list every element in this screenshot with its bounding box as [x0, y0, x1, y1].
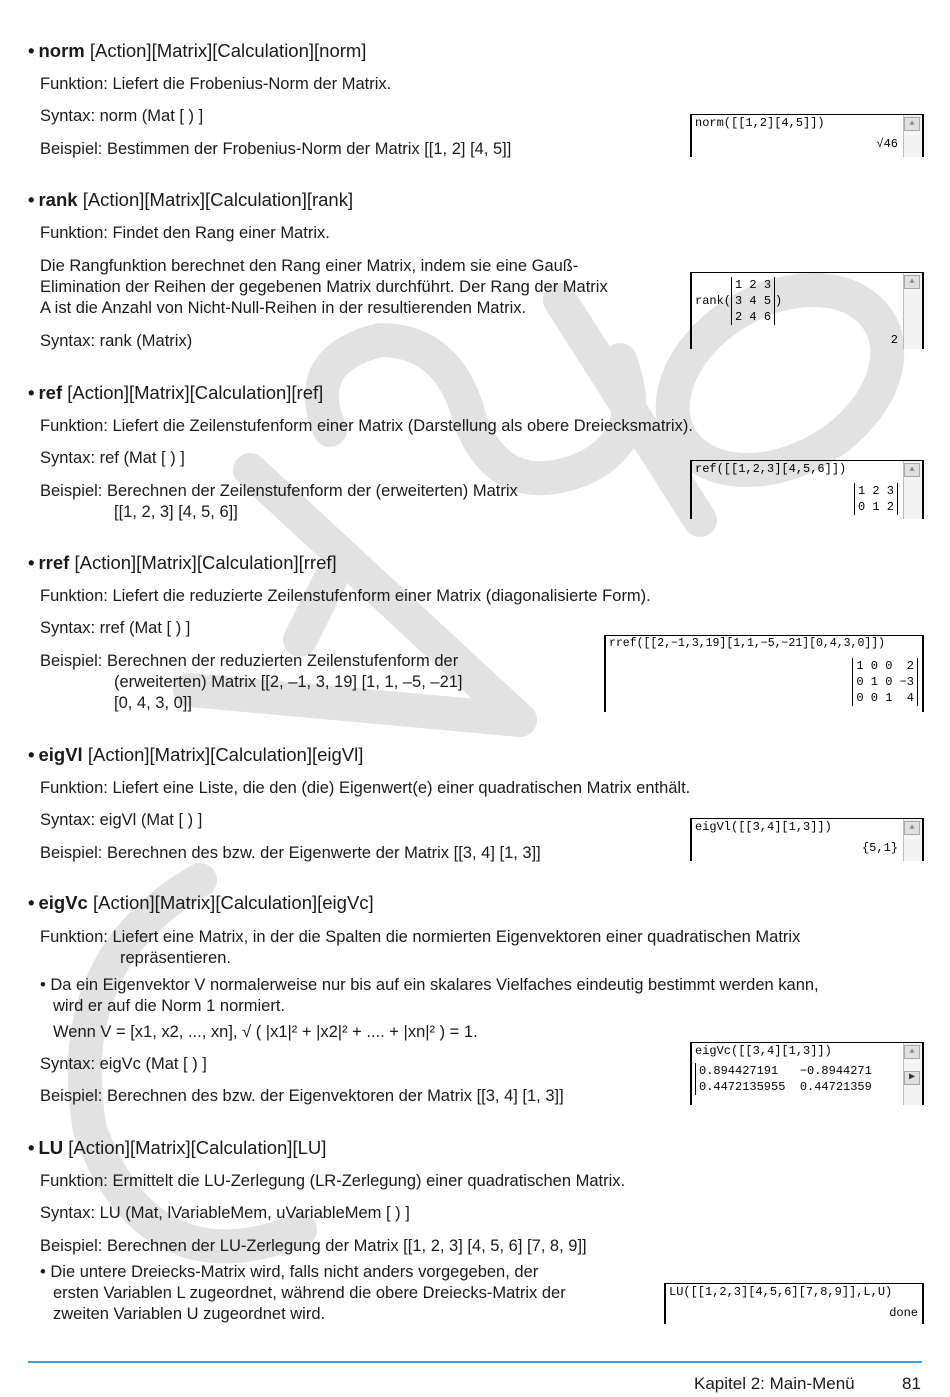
- command-name: rank: [38, 189, 78, 210]
- command-name: rref: [38, 552, 70, 573]
- syntax-text: Syntax: norm (Mat [ ) ]: [40, 107, 204, 125]
- calculator-screen-eigvc: [690, 1042, 924, 1105]
- beispiel-text-cont: [[1, 2, 3] [4, 5, 6]]: [114, 503, 238, 521]
- menu-path: [Action][Matrix][Calculation][ref]: [67, 382, 324, 403]
- screen-input: ref([[1,2,3][4,5,6]]): [695, 462, 847, 476]
- funktion-text: Funktion: Liefert die reduzierte Zeilenstufenform einer Matrix (diagonalisierte Form).: [40, 587, 651, 605]
- funktion-text-cont: repräsentieren.: [120, 949, 231, 967]
- section-heading-lu: • LU [Action][Matrix][Calculation][LU]: [28, 1137, 327, 1158]
- screen-matrix: 1 2 3 3 4 5 2 4 6: [731, 277, 775, 325]
- section-heading-norm: • norm [Action][Matrix][Calculation][norm]: [28, 40, 367, 61]
- beispiel-text-cont: [0, 4, 3, 0]]: [114, 694, 192, 712]
- screen-matrix: 1 0 0 2 0 1 0 −3 0 0 1 4: [852, 658, 918, 706]
- funktion-text: Funktion: Liefert eine Matrix, in der die Spalten die normierten Eigenvektoren einer quadratischen Matrix: [40, 928, 801, 946]
- bullet-text: • Die untere Dreiecks-Matrix wird, falls nicht anders vorgegeben, der: [40, 1263, 539, 1281]
- screen-output: done: [889, 1306, 918, 1320]
- scroll-up-icon[interactable]: ▲: [904, 463, 920, 477]
- funktion-text: Funktion: Liefert die Frobenius-Norm der Matrix.: [40, 75, 392, 93]
- beispiel-text: Beispiel: Berechnen der LU-Zerlegung der Matrix [[1, 2, 3] [4, 5, 6] [7, 8, 9]]: [40, 1237, 587, 1255]
- screen-output: 2: [890, 333, 898, 347]
- syntax-text: Syntax: eigVl (Mat [ ) ]: [40, 811, 203, 829]
- screen-suffix: ): [775, 294, 783, 308]
- beispiel-text: Beispiel: Berechnen des bzw. der Eigenwerte der Matrix [[3, 4] [1, 3]]: [40, 844, 541, 862]
- menu-path: [Action][Matrix][Calculation][LU]: [68, 1137, 327, 1158]
- bullet-text-cont: ersten Variablen L zugeordnet, während die obere Dreiecks-Matrix der: [53, 1284, 566, 1302]
- section-heading-eigvc: • eigVc [Action][Matrix][Calculation][eigVc]: [28, 892, 374, 913]
- bullet-text-cont: zweiten Variablen U zugeordnet wird.: [53, 1305, 326, 1323]
- screen-scrollbar[interactable]: [903, 461, 922, 519]
- command-name: eigVc: [38, 892, 88, 913]
- screen-output: {5,1}: [861, 841, 898, 855]
- description-line: A ist die Anzahl von Nicht-Null-Reihen in der resultierenden Matrix.: [40, 299, 527, 317]
- scroll-right-icon[interactable]: ▶: [904, 1071, 920, 1085]
- screen-input: eigVl([[3,4][1,3]]): [695, 820, 832, 834]
- menu-path: [Action][Matrix][Calculation][eigVc]: [92, 892, 374, 913]
- menu-path: [Action][Matrix][Calculation][rank]: [82, 189, 354, 210]
- scroll-up-icon[interactable]: ▲: [904, 117, 920, 131]
- funktion-text: Funktion: Liefert eine Liste, die den (die) Eigenwert(e) einer quadratischen Matrix enthält.: [40, 779, 691, 797]
- syntax-text: Syntax: LU (Mat, lVariableMem, uVariableMem [ ) ]: [40, 1204, 410, 1222]
- screen-matrix: 0.894427191 −0.8944271 0.4472135955 0.44721359: [695, 1063, 875, 1095]
- screen-prefix: rank(: [695, 294, 732, 308]
- calculator-screen-eigvl: [690, 818, 924, 861]
- section-heading-ref: • ref [Action][Matrix][Calculation][ref]: [28, 382, 324, 403]
- footer-chapter: Kapitel 2: Main-Menü: [694, 1374, 855, 1393]
- footer-rule: [28, 1361, 922, 1363]
- beispiel-text: Beispiel: Berechnen der Zeilenstufenform der (erweiterten) Matrix: [40, 482, 518, 500]
- command-name: ref: [38, 382, 63, 403]
- command-name: norm: [38, 40, 85, 61]
- syntax-text: Syntax: ref (Mat [ ) ]: [40, 449, 185, 467]
- menu-path: [Action][Matrix][Calculation][eigVl]: [87, 744, 364, 765]
- scroll-up-icon[interactable]: ▲: [904, 1045, 920, 1059]
- screen-input: norm([[1,2][4,5]]): [695, 116, 825, 130]
- screen-input: rref([[2,−1,3,19][1,1,−5,−21][0,4,3,0]]): [609, 637, 886, 650]
- screen-input: eigVc([[3,4][1,3]]): [695, 1044, 832, 1058]
- menu-path: [Action][Matrix][Calculation][norm]: [89, 40, 367, 61]
- syntax-text: Syntax: eigVc (Mat [ ) ]: [40, 1055, 207, 1073]
- section-heading-rank: • rank [Action][Matrix][Calculation][rank]: [28, 189, 354, 210]
- beispiel-text: Beispiel: Bestimmen der Frobenius-Norm der Matrix [[1, 2] [4, 5]]: [40, 140, 512, 158]
- syntax-text: Syntax: rank (Matrix): [40, 332, 193, 350]
- footer-page-number: 81: [902, 1374, 921, 1393]
- bullet-text-cont: wird er auf die Norm 1 normiert.: [53, 997, 285, 1015]
- beispiel-text: Beispiel: Berechnen des bzw. der Eigenvektoren der Matrix [[3, 4] [1, 3]]: [40, 1087, 564, 1105]
- screen-scrollbar[interactable]: [903, 1043, 922, 1105]
- beispiel-text-cont: (erweiterten) Matrix [[2, –1, 3, 19] [1, 1, –5, –21]: [114, 673, 463, 691]
- command-name: eigVl: [38, 744, 83, 765]
- section-heading-rref: • rref [Action][Matrix][Calculation][rref]: [28, 552, 337, 573]
- screen-matrix: 1 2 3 0 1 2: [854, 483, 898, 515]
- funktion-text: Funktion: Findet den Rang einer Matrix.: [40, 224, 330, 242]
- screen-input: LU([[1,2,3][4,5,6][7,8,9]],L,U): [669, 1285, 893, 1299]
- syntax-text: Syntax: rref (Mat [ ) ]: [40, 619, 191, 637]
- menu-path: [Action][Matrix][Calculation][rref]: [74, 552, 337, 573]
- description-line: Die Rangfunktion berechnet den Rang einer Matrix, indem sie eine Gauß-: [40, 257, 579, 275]
- screen-scrollbar[interactable]: [903, 273, 922, 349]
- funktion-text: Funktion: Liefert die Zeilenstufenform einer Matrix (Darstellung als obere Dreiecksmatrix).: [40, 417, 693, 435]
- calculator-screen-lu: [664, 1283, 924, 1324]
- description-line: Elimination der Reihen der gegebenen Matrix durchführt. Der Rang der Matrix: [40, 278, 608, 296]
- bullet-text: • Da ein Eigenvektor V normalerweise nur bis auf ein skalares Vielfaches eindeutig bestimmt werden kann,: [40, 976, 819, 994]
- calculator-screen-rref: [604, 635, 924, 712]
- calculator-screen-norm: [690, 114, 924, 157]
- command-name: LU: [38, 1137, 64, 1158]
- calculator-screen-ref: [690, 460, 924, 519]
- screen-scrollbar[interactable]: [903, 819, 922, 861]
- section-heading-eigvl: • eigVl [Action][Matrix][Calculation][eigVl]: [28, 744, 364, 765]
- beispiel-text: Beispiel: Berechnen der reduzierten Zeilenstufenform der: [40, 652, 459, 670]
- screen-output: √46: [876, 137, 898, 151]
- scroll-up-icon[interactable]: ▲: [904, 275, 920, 289]
- funktion-text: Funktion: Ermittelt die LU-Zerlegung (LR-Zerlegung) einer quadratischen Matrix.: [40, 1172, 626, 1190]
- calculator-screen-rank: [690, 272, 924, 349]
- screen-scrollbar[interactable]: [903, 115, 922, 157]
- norm-formula: Wenn V = [x1, x2, ..., xn], √ ( |x1|² + |x2|² + .... + |xn|² ) = 1.: [53, 1023, 478, 1041]
- scroll-up-icon[interactable]: ▲: [904, 821, 920, 835]
